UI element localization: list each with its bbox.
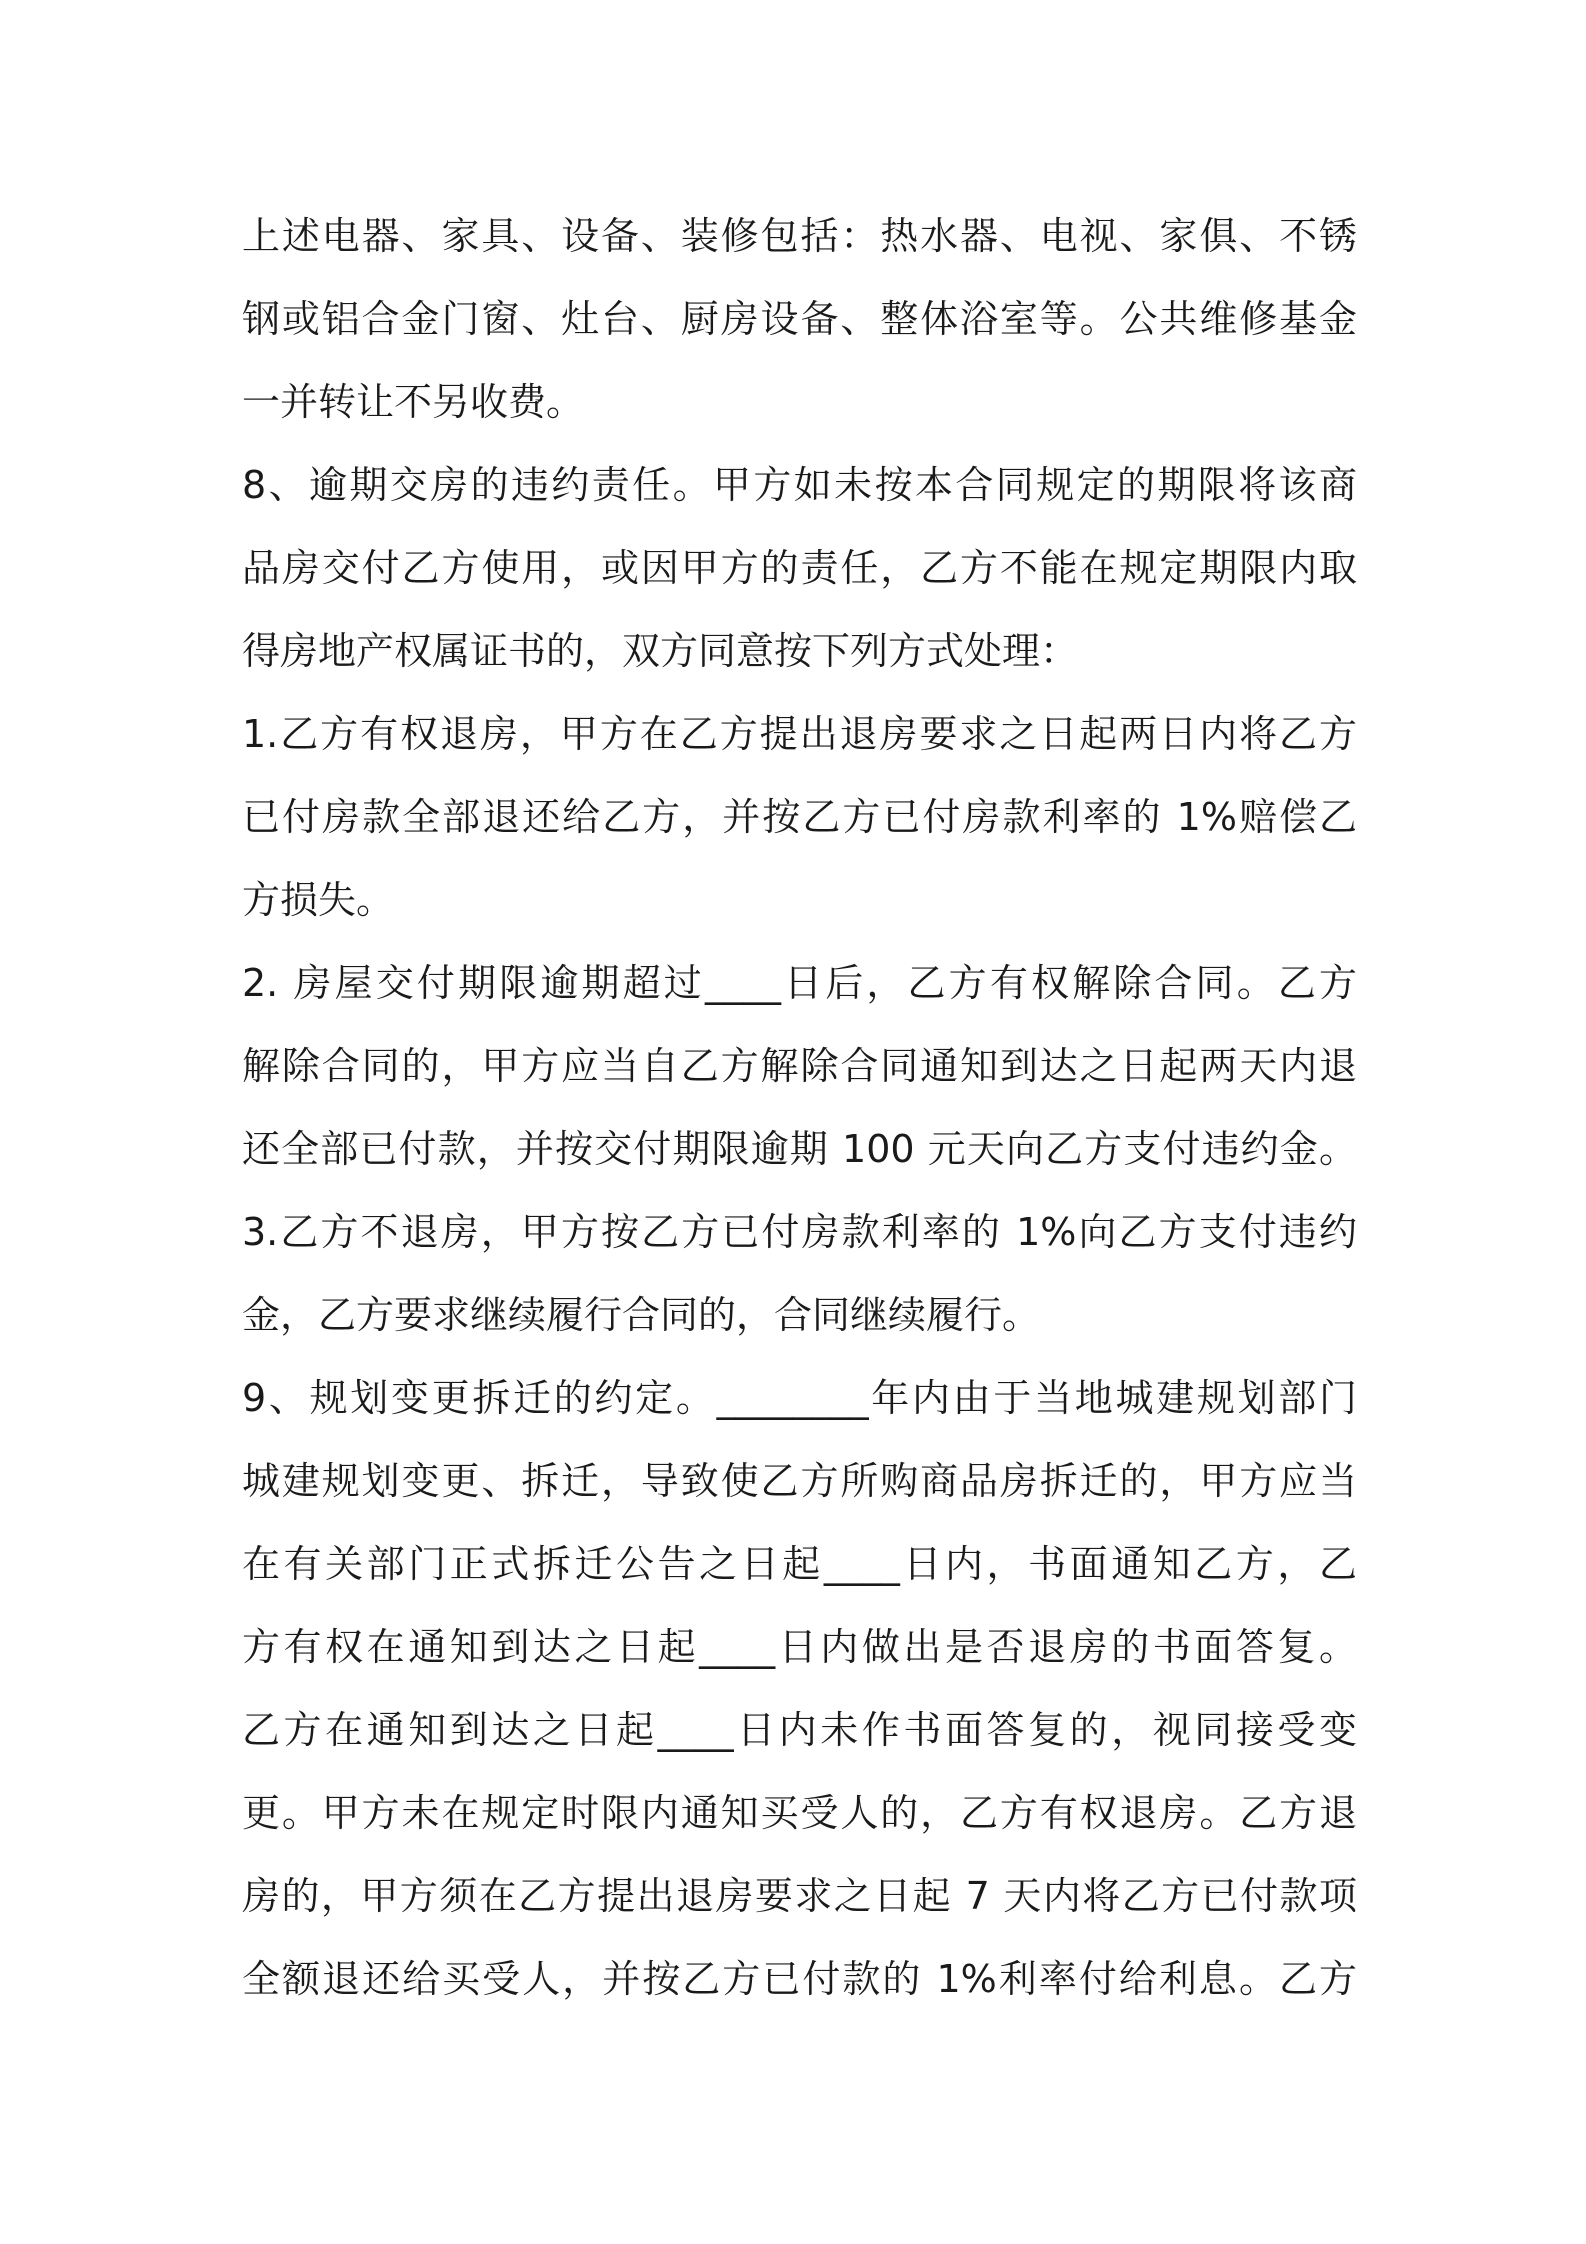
document-body: [242, 195, 1357, 2021]
text-line: 城建规划变更、拆迁，导致使乙方所购商品房拆迁的，甲方应当: [242, 1459, 1357, 1503]
text-line: 上述电器、家具、设备、装修包括：热水器、电视、家俱、不锈: [242, 214, 1357, 258]
text-line: 房的，甲方须在乙方提出退房要求之日起 7 天内将乙方已付款项: [242, 1874, 1357, 1918]
text-line: 9、规划变更拆迁的约定。________年内由于当地城建规划部门: [242, 1376, 1357, 1420]
text-line: 解除合同的，甲方应当自乙方解除合同通知到达之日起两天内退: [242, 1044, 1357, 1088]
text-line: 在有关部门正式拆迁公告之日起____日内，书面通知乙方，乙: [242, 1542, 1357, 1586]
text-line: 还全部已付款，并按交付期限逾期 100 元天向乙方支付违约金。: [242, 1127, 1357, 1171]
text-line: 8、逾期交房的违约责任。甲方如未按本合同规定的期限将该商: [242, 463, 1357, 507]
text-line: 已付房款全部退还给乙方，并按乙方已付房款利率的 1%赔偿乙: [242, 795, 1357, 839]
text-line: 金，乙方要求继续履行合同的，合同继续履行。: [242, 1293, 1041, 1337]
text-line: 钢或铝合金门窗、灶台、厨房设备、整体浴室等。公共维修基金: [242, 297, 1357, 341]
text-line: 乙方在通知到达之日起____日内未作书面答复的，视同接受变: [242, 1708, 1357, 1752]
text-line: 方有权在通知到达之日起____日内做出是否退房的书面答复。: [242, 1625, 1357, 1669]
text-line: 得房地产权属证书的，双方同意按下列方式处理：: [242, 629, 1079, 673]
text-line: 1.乙方有权退房，甲方在乙方提出退房要求之日起两日内将乙方: [242, 712, 1357, 756]
text-line: 更。甲方未在规定时限内通知买受人的，乙方有权退房。乙方退: [242, 1791, 1357, 1835]
text-line: 品房交付乙方使用，或因甲方的责任，乙方不能在规定期限内取: [242, 546, 1357, 590]
text-line: 方损失。: [242, 878, 395, 922]
text-line: 2. 房屋交付期限逾期超过____日后，乙方有权解除合同。乙方: [242, 961, 1357, 1005]
text-line: 3.乙方不退房，甲方按乙方已付房款利率的 1%向乙方支付违约: [242, 1210, 1357, 1254]
text-line: 一并转让不另收费。: [242, 380, 585, 424]
text-line: 全额退还给买受人，并按乙方已付款的 1%利率付给利息。乙方: [242, 1957, 1357, 2001]
